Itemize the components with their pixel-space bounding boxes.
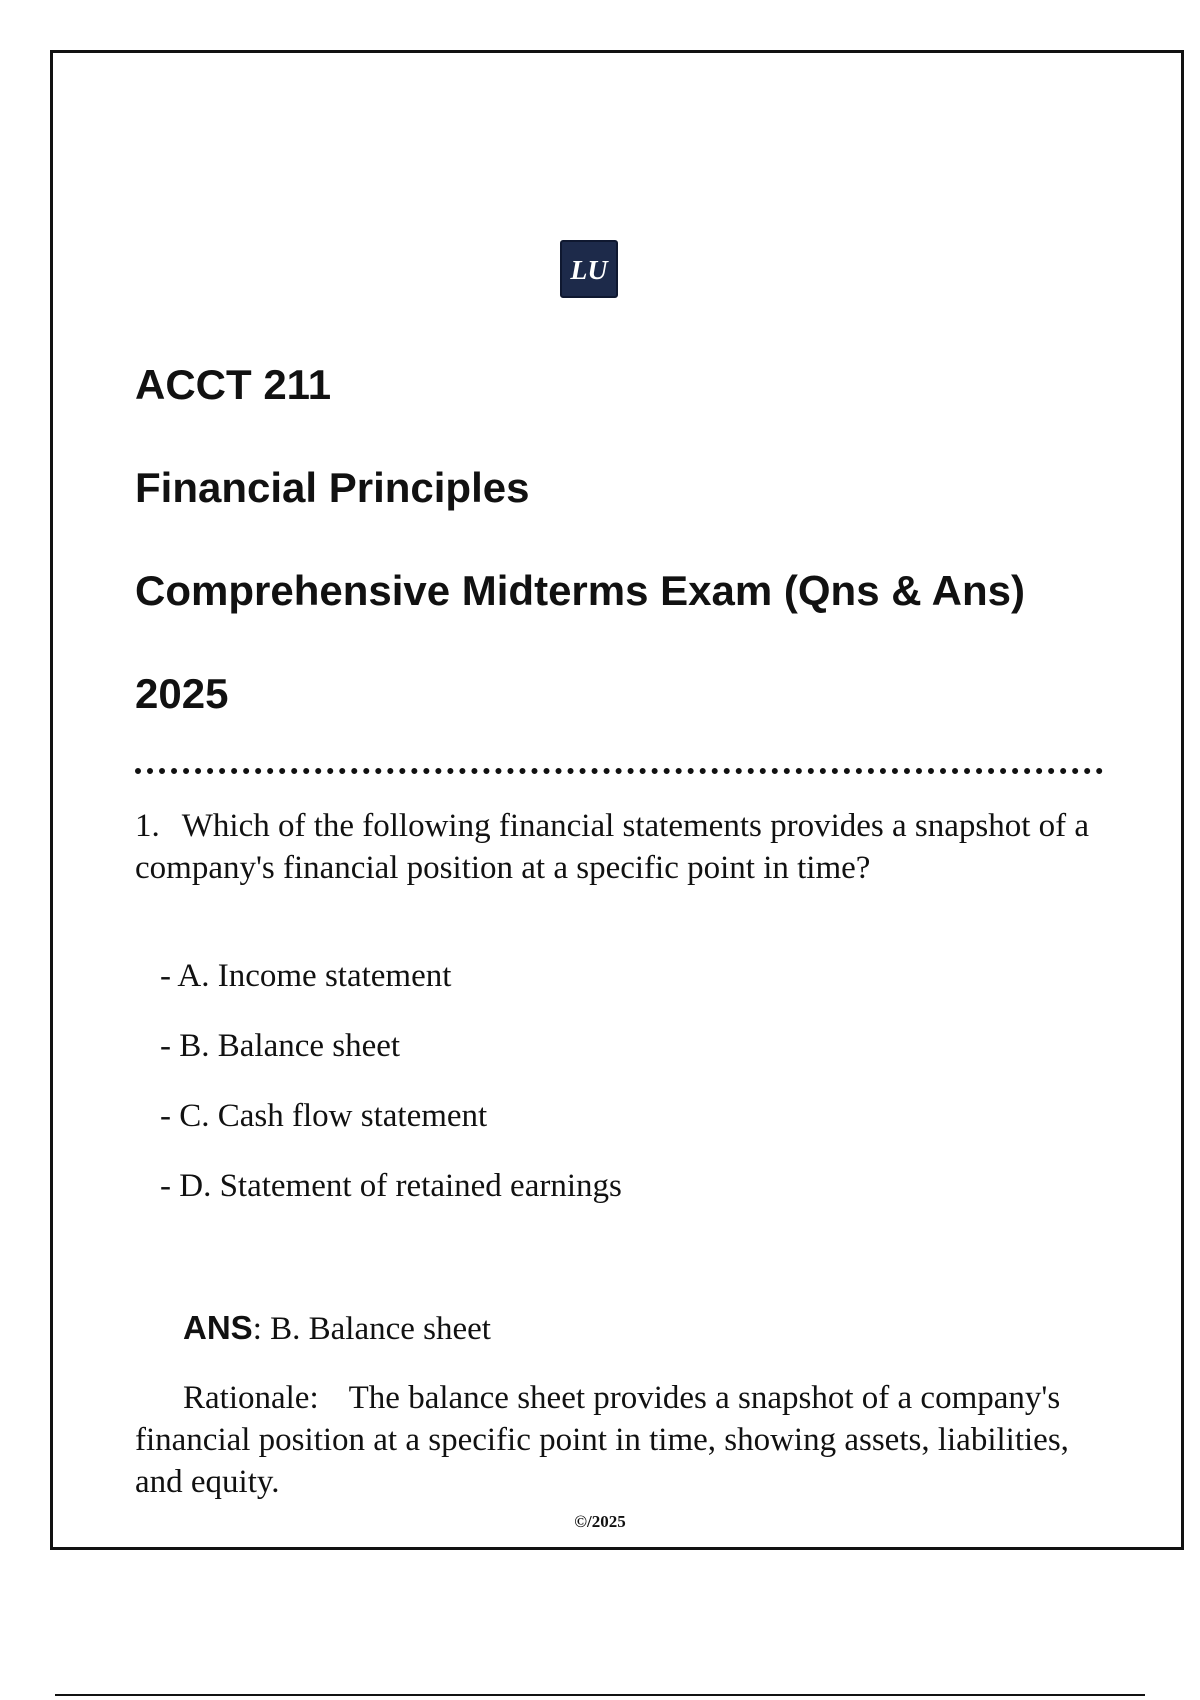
option-c: - C. Cash flow statement <box>160 1098 488 1134</box>
rationale <box>135 1377 1085 1503</box>
exam-year: 2025 <box>135 670 229 717</box>
course-code: ACCT 211 <box>135 361 332 408</box>
answer-line <box>183 1307 491 1350</box>
question-1 <box>135 805 1095 889</box>
lu-logo-icon <box>560 240 618 298</box>
option-a: - A. Income statement <box>160 958 452 994</box>
question-number: 1. <box>135 808 160 844</box>
answer-value: B. Balance sheet <box>270 1311 491 1347</box>
answer-label: ANS <box>183 1309 253 1346</box>
option-b: - B. Balance sheet <box>160 1028 401 1064</box>
bottom-divider <box>55 1694 1145 1696</box>
option-d: - D. Statement of retained earnings <box>160 1168 622 1204</box>
dotted-divider <box>135 768 1103 774</box>
question-text: Which of the following financial statements provides a snapshot of a company's financial position at a specific point in time? <box>135 808 1090 886</box>
copyright-footer: ©/2025 <box>574 1512 626 1531</box>
answer-separator: : <box>252 1311 262 1347</box>
svg-text:LU: LU <box>570 255 608 287</box>
subject-title: Financial Principles <box>135 464 530 511</box>
rationale-label: Rationale: <box>183 1380 319 1416</box>
exam-title: Comprehensive Midterms Exam (Qns & Ans) <box>135 567 1025 614</box>
rationale-text: The balance sheet provides a snapshot of a company's financial position at a specific point in time, showing assets, liabilities, and equity. <box>135 1380 1069 1500</box>
answer-options <box>160 955 622 1235</box>
